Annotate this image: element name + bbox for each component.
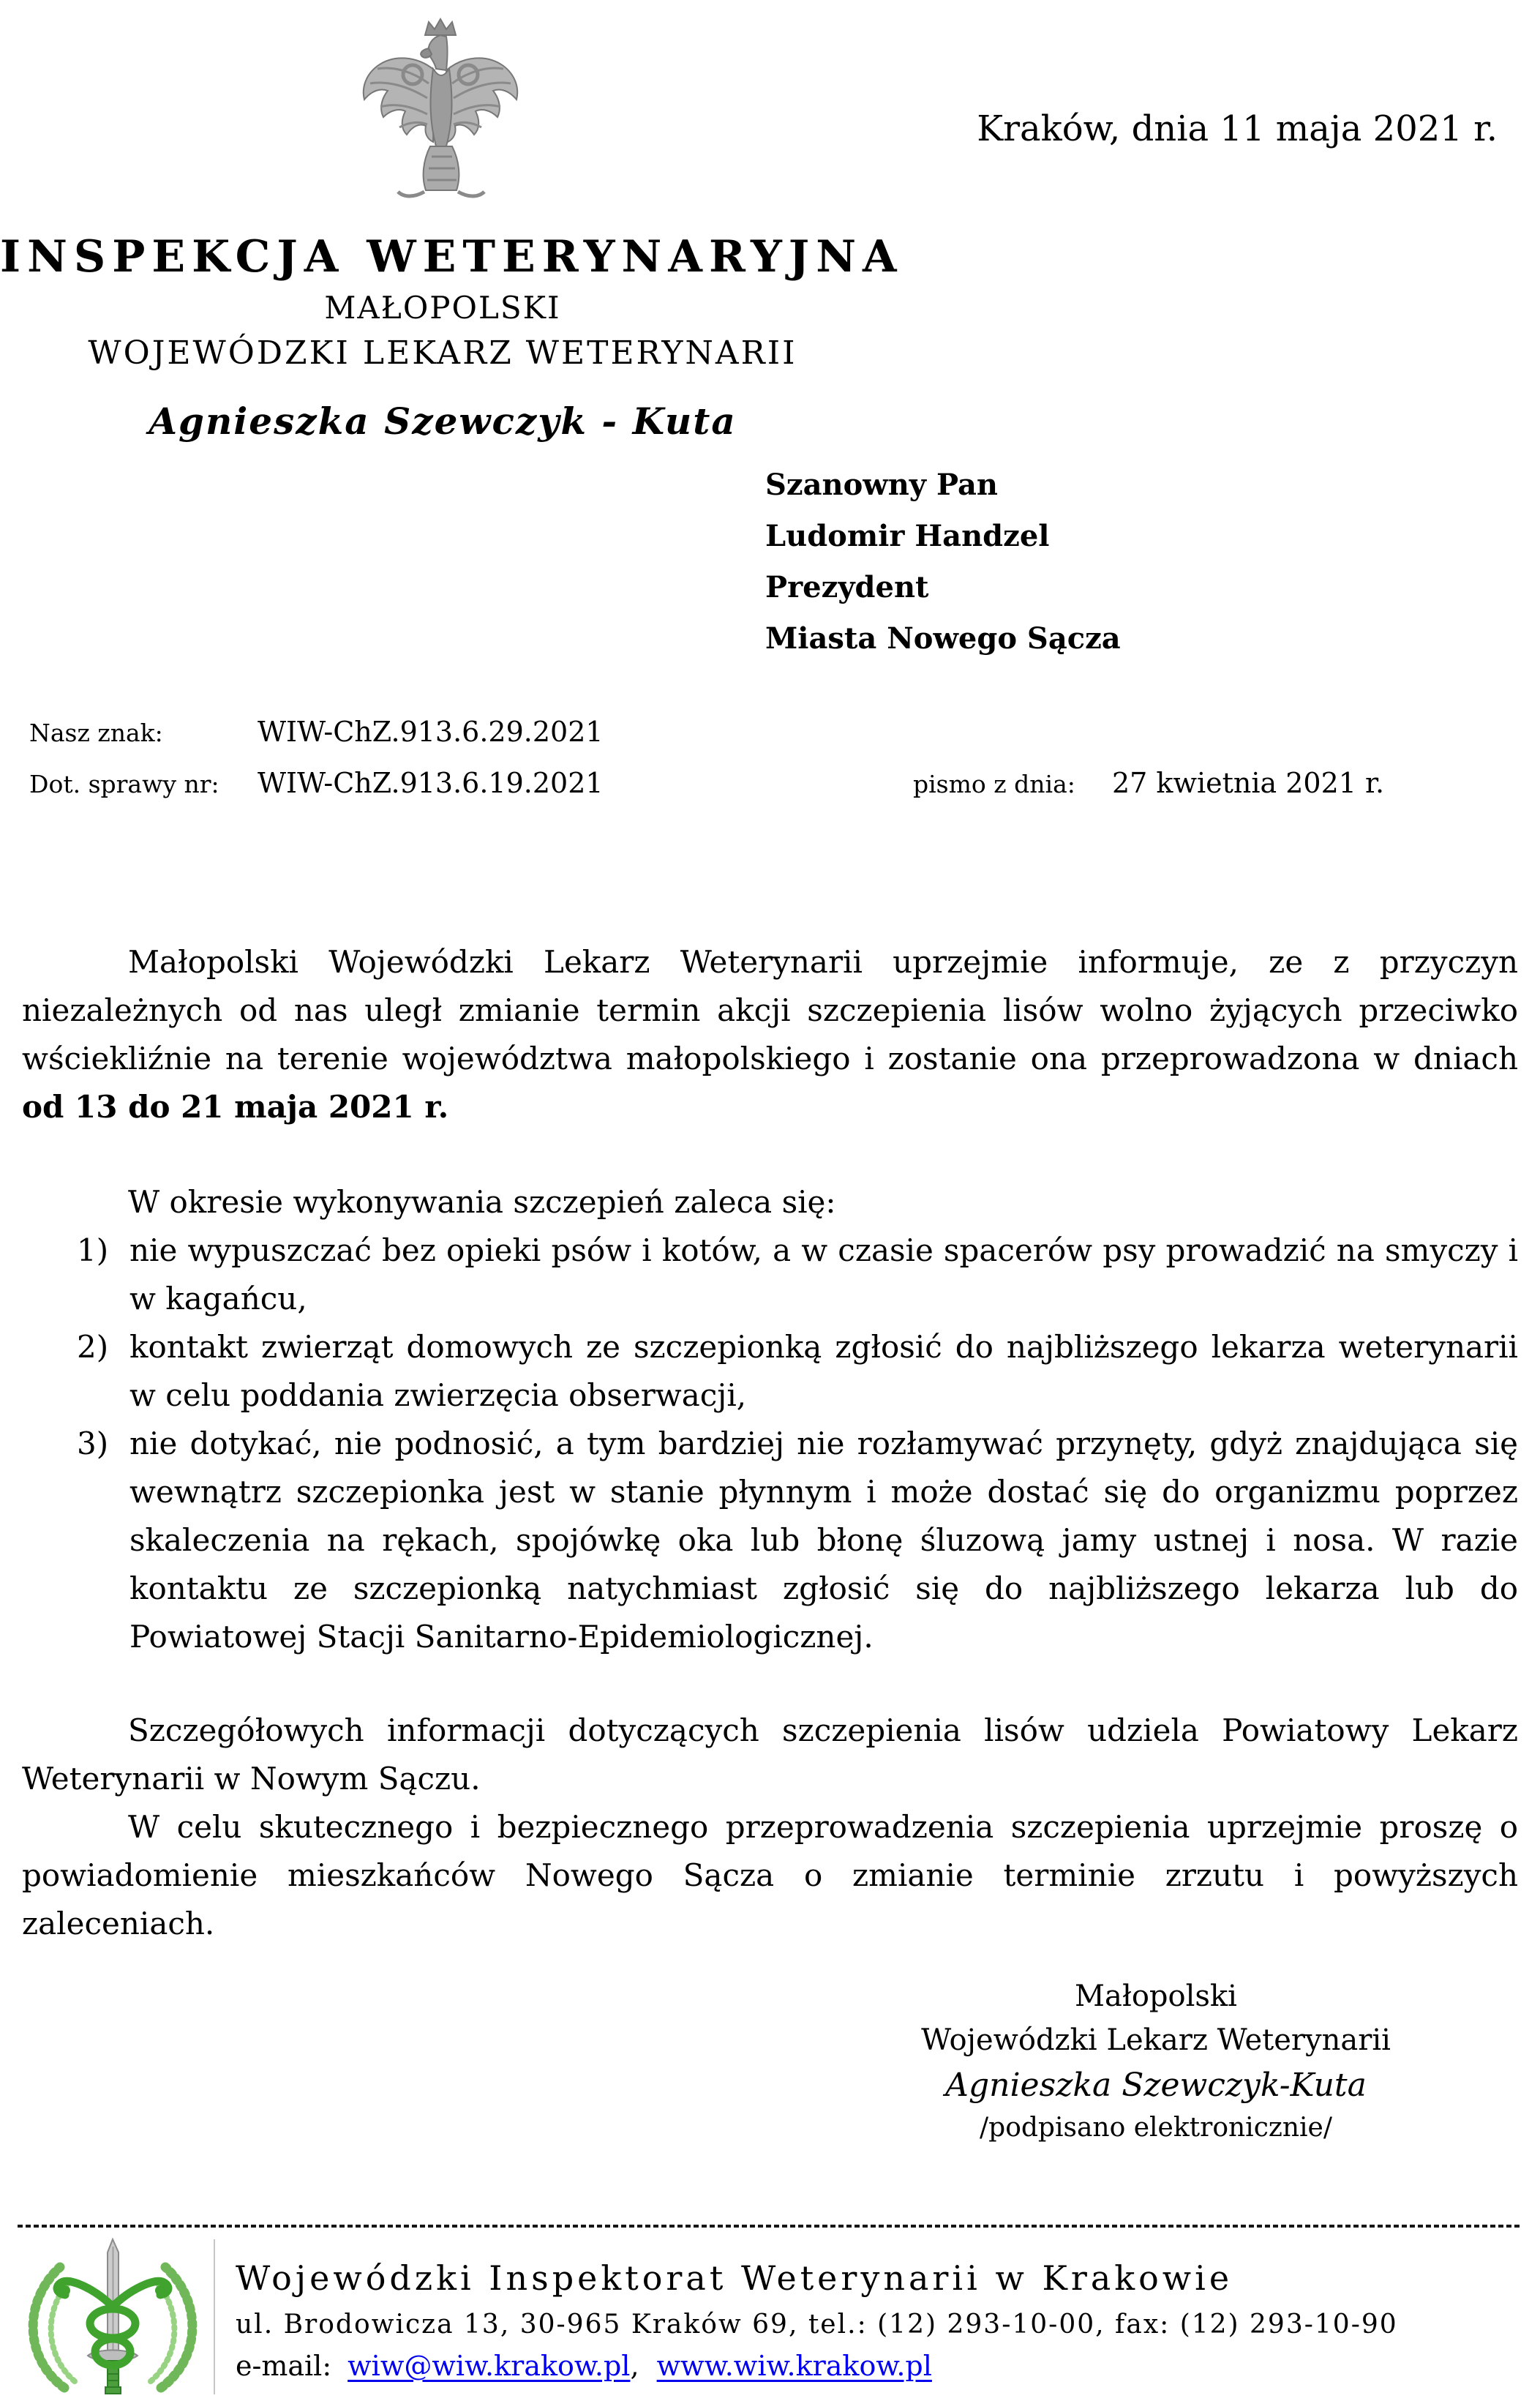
separator-comma: , (630, 2350, 639, 2382)
list-item-text: kontakt zwierząt domowych ze szczepionką zgłosić do najbliższego lekarza weterynarii w celu poddania zwierzęcia obserwacji, (129, 1329, 1518, 1413)
recipient-line: Prezydent (765, 570, 929, 604)
paragraph-main (22, 938, 1518, 1131)
case-ref-value: WIW-ChZ.913.6.19.2021 (258, 767, 604, 799)
list-item-text: nie dotykać, nie podnosić, a tym bardziej nie rozłamywać przynęty, gdyż znajdująca się wewnątrz szczepionka jest w stanie płynnym i może dostać się do organizmu poprzez skaleczenia na rękach, spojówkę oka lub błonę śluzową jamy ustnej i nosa. W razie kontaktu ze szczepionką natychmiast zgłosić się do najbliższego lekarza lub do Powiatowej Stacji Sanitarno-Epidemiologicznej. (129, 1426, 1518, 1655)
email-label: e-mail: (236, 2350, 332, 2382)
footer-contact-line (236, 2350, 1398, 2382)
letter-date-value: 27 kwietnia 2021 r. (1112, 767, 1385, 799)
org-signatory-name: Agnieszka Szewczyk - Kuta (149, 400, 737, 443)
list-item (77, 1420, 1518, 1661)
signature-name: Agnieszka Szewczyk-Kuta (945, 2067, 1367, 2104)
list-item (77, 1323, 1518, 1420)
email-link[interactable]: wiw@wiw.krakow.pl (348, 2350, 631, 2382)
list-item-number: 2) (77, 1329, 109, 1365)
signature-block (775, 1974, 1536, 2147)
recipient-line: Miasta Nowego Sącza (765, 621, 1121, 656)
recipient-line: Ludomir Handzel (765, 519, 1050, 553)
letterhead (0, 231, 904, 443)
letter-body (22, 938, 1518, 1948)
footer-org-name: Wojewódzki Inspektorat Weterynarii w Krakowie (236, 2258, 1233, 2298)
our-ref-value: WIW-ChZ.913.6.29.2021 (258, 716, 604, 748)
paragraph-request: W celu skutecznego i bezpiecznego przeprowadzenia szczepienia uprzejmie proszę o powiadomienie mieszkańców Nowego Sącza o zmianie terminie zrzutu i powyższych zaleceniach. (22, 1809, 1518, 1941)
signature-region: Małopolski (1075, 1979, 1237, 2013)
list-item (77, 1226, 1518, 1323)
eagle-emblem-icon (356, 13, 525, 212)
footer (236, 2258, 1398, 2382)
footer-divider (214, 2239, 215, 2394)
case-ref-label: Dot. sprawy nr: (29, 770, 219, 798)
list-item-number: 3) (77, 1426, 109, 1461)
date-line: Kraków, dnia 11 maja 2021 r. (977, 108, 1498, 149)
recipient-line: Szanowny Pan (765, 468, 998, 502)
org-subtitle-office: WOJEWÓDZKI LEKARZ WETERYNARII (88, 334, 797, 372)
list-item-text: nie wypuszczać bez opieki psów i kotów, a w czasie spacerów psy prowadzić na smyczy i w kagańcu, (129, 1232, 1518, 1316)
our-ref-label: Nasz znak: (29, 719, 163, 747)
org-subtitle-region: MAŁOPOLSKI (324, 290, 561, 326)
org-title: INSPEKCJA WETERYNARYJNA (0, 231, 904, 282)
letter-date-label: pismo z dnia: (913, 770, 1075, 798)
signature-office: Wojewódzki Lekarz Weterynarii (921, 2023, 1391, 2057)
vaccination-dates-bold: od 13 do 21 maja 2021 r. (22, 1089, 449, 1125)
footer-separator (18, 2225, 1522, 2228)
footer-address: ul. Brodowicza 13, 30-965 Kraków 69, tel.: (12) 293-10-00, fax: (12) 293-10-90 (236, 2310, 1398, 2340)
recipient-block (765, 460, 1121, 664)
paragraph-main-text: Małopolski Wojewódzki Lekarz Weterynarii uprzejmie informuje, ze z przyczyn niezależnych od nas uległ zmianie termin akcji szczepienia lisów wolno żyjących przeciwko wściekliźnie na terenie województwa małopolskiego i zostanie ona przeprowadzona w dniach (22, 944, 1518, 1076)
recommendations-list (22, 1226, 1518, 1661)
signature-electronic-note: /podpisano elektronicznie/ (980, 2113, 1332, 2143)
paragraph-info: Szczegółowych informacji dotyczących szczepienia lisów udziela Powiatowy Lekarz Weterynarii w Nowym Sączu. (22, 1712, 1518, 1797)
list-item-number: 1) (77, 1232, 109, 1268)
website-link[interactable]: www.wiw.krakow.pl (656, 2350, 932, 2382)
vet-inspectorate-logo-icon (12, 2236, 214, 2397)
list-intro: W okresie wykonywania szczepień zaleca się: (128, 1184, 836, 1220)
